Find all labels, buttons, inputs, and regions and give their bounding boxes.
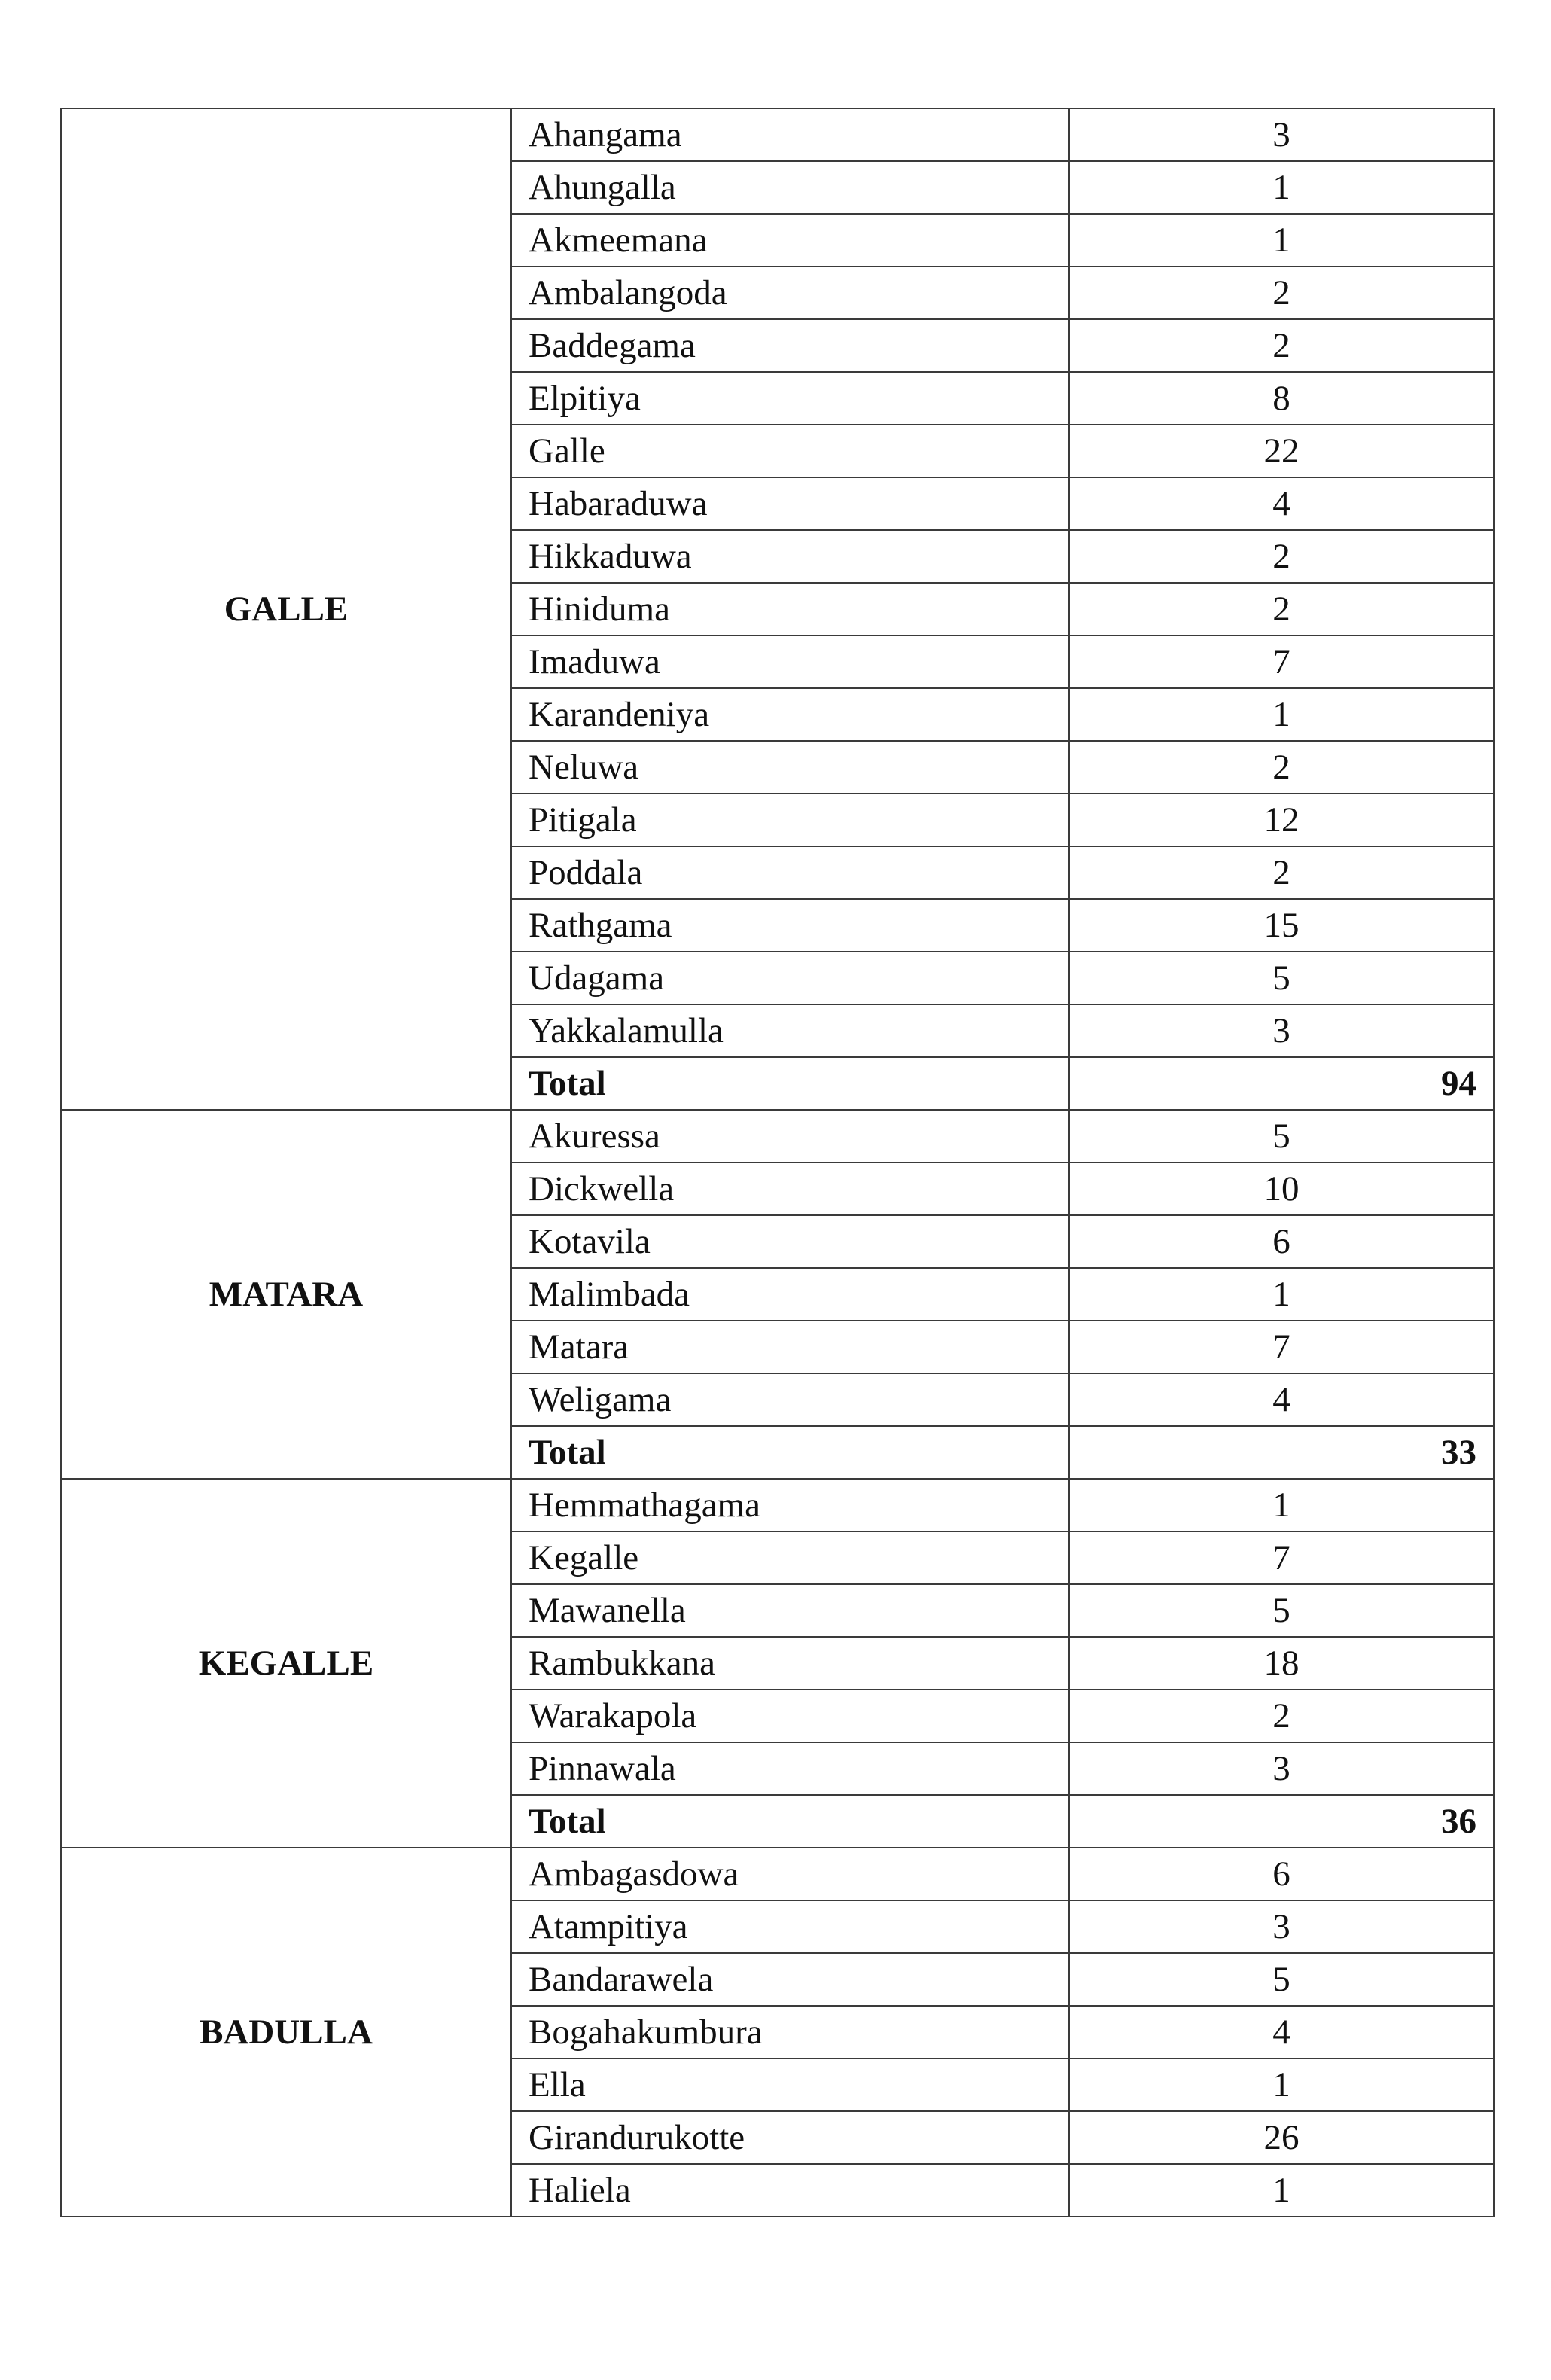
district-name: MATARA	[61, 1110, 511, 1479]
total-value: 33	[1069, 1426, 1494, 1479]
place-name: Hikkaduwa	[511, 530, 1069, 583]
place-count: 5	[1069, 1584, 1494, 1637]
place-name: Matara	[511, 1321, 1069, 1373]
place-count: 2	[1069, 530, 1494, 583]
place-count: 5	[1069, 1953, 1494, 2006]
place-name: Baddegama	[511, 319, 1069, 372]
place-count: 4	[1069, 2006, 1494, 2059]
table-row	[61, 1479, 1494, 1531]
place-name: Rambukkana	[511, 1637, 1069, 1690]
place-count: 4	[1069, 477, 1494, 530]
place-count: 7	[1069, 1531, 1494, 1584]
total-label: Total	[511, 1426, 1069, 1479]
place-name: Malimbada	[511, 1268, 1069, 1321]
place-name: Elpitiya	[511, 372, 1069, 425]
total-label: Total	[511, 1057, 1069, 1110]
table-row	[61, 108, 1494, 161]
place-name: Ambalangoda	[511, 267, 1069, 319]
place-name: Kotavila	[511, 1215, 1069, 1268]
place-count: 7	[1069, 635, 1494, 688]
place-count: 3	[1069, 108, 1494, 161]
total-value: 36	[1069, 1795, 1494, 1848]
place-count: 3	[1069, 1004, 1494, 1057]
place-name: Dickwella	[511, 1163, 1069, 1215]
place-name: Imaduwa	[511, 635, 1069, 688]
place-name: Akuressa	[511, 1110, 1069, 1163]
place-count: 2	[1069, 319, 1494, 372]
place-count: 18	[1069, 1637, 1494, 1690]
place-count: 2	[1069, 741, 1494, 794]
place-name: Galle	[511, 425, 1069, 477]
place-count: 12	[1069, 794, 1494, 846]
place-name: Neluwa	[511, 741, 1069, 794]
place-count: 3	[1069, 1742, 1494, 1795]
place-count: 2	[1069, 267, 1494, 319]
place-name: Hiniduma	[511, 583, 1069, 635]
place-name: Bogahakumbura	[511, 2006, 1069, 2059]
district-name: KEGALLE	[61, 1479, 511, 1848]
place-name: Akmeemana	[511, 214, 1069, 267]
place-count: 1	[1069, 1268, 1494, 1321]
place-count: 26	[1069, 2111, 1494, 2164]
place-count: 1	[1069, 1479, 1494, 1531]
place-name: Ella	[511, 2059, 1069, 2111]
place-name: Yakkalamulla	[511, 1004, 1069, 1057]
table-row	[61, 1848, 1494, 1900]
place-name: Bandarawela	[511, 1953, 1069, 2006]
district-table	[60, 108, 1495, 2217]
place-name: Kegalle	[511, 1531, 1069, 1584]
place-name: Haliela	[511, 2164, 1069, 2217]
place-count: 1	[1069, 688, 1494, 741]
place-count: 1	[1069, 161, 1494, 214]
place-count: 1	[1069, 214, 1494, 267]
place-name: Hemmathagama	[511, 1479, 1069, 1531]
place-name: Pitigala	[511, 794, 1069, 846]
table-body	[61, 108, 1494, 2217]
district-name: GALLE	[61, 108, 511, 1110]
place-count: 7	[1069, 1321, 1494, 1373]
place-count: 8	[1069, 372, 1494, 425]
place-name: Warakapola	[511, 1690, 1069, 1742]
place-name: Girandurukotte	[511, 2111, 1069, 2164]
place-count: 2	[1069, 583, 1494, 635]
place-count: 5	[1069, 1110, 1494, 1163]
total-label: Total	[511, 1795, 1069, 1848]
place-name: Mawanella	[511, 1584, 1069, 1637]
place-name: Ahangama	[511, 108, 1069, 161]
place-name: Karandeniya	[511, 688, 1069, 741]
place-count: 10	[1069, 1163, 1494, 1215]
place-count: 2	[1069, 1690, 1494, 1742]
place-count: 2	[1069, 846, 1494, 899]
place-name: Pinnawala	[511, 1742, 1069, 1795]
place-name: Weligama	[511, 1373, 1069, 1426]
place-count: 3	[1069, 1900, 1494, 1953]
place-count: 1	[1069, 2164, 1494, 2217]
place-name: Poddala	[511, 846, 1069, 899]
place-count: 6	[1069, 1215, 1494, 1268]
place-count: 5	[1069, 952, 1494, 1004]
place-name: Udagama	[511, 952, 1069, 1004]
place-count: 15	[1069, 899, 1494, 952]
place-count: 1	[1069, 2059, 1494, 2111]
place-count: 4	[1069, 1373, 1494, 1426]
table-row	[61, 1110, 1494, 1163]
place-count: 6	[1069, 1848, 1494, 1900]
place-name: Habaraduwa	[511, 477, 1069, 530]
place-name: Ahungalla	[511, 161, 1069, 214]
district-name: BADULLA	[61, 1848, 511, 2217]
total-value: 94	[1069, 1057, 1494, 1110]
place-name: Rathgama	[511, 899, 1069, 952]
place-count: 22	[1069, 425, 1494, 477]
place-name: Ambagasdowa	[511, 1848, 1069, 1900]
place-name: Atampitiya	[511, 1900, 1069, 1953]
